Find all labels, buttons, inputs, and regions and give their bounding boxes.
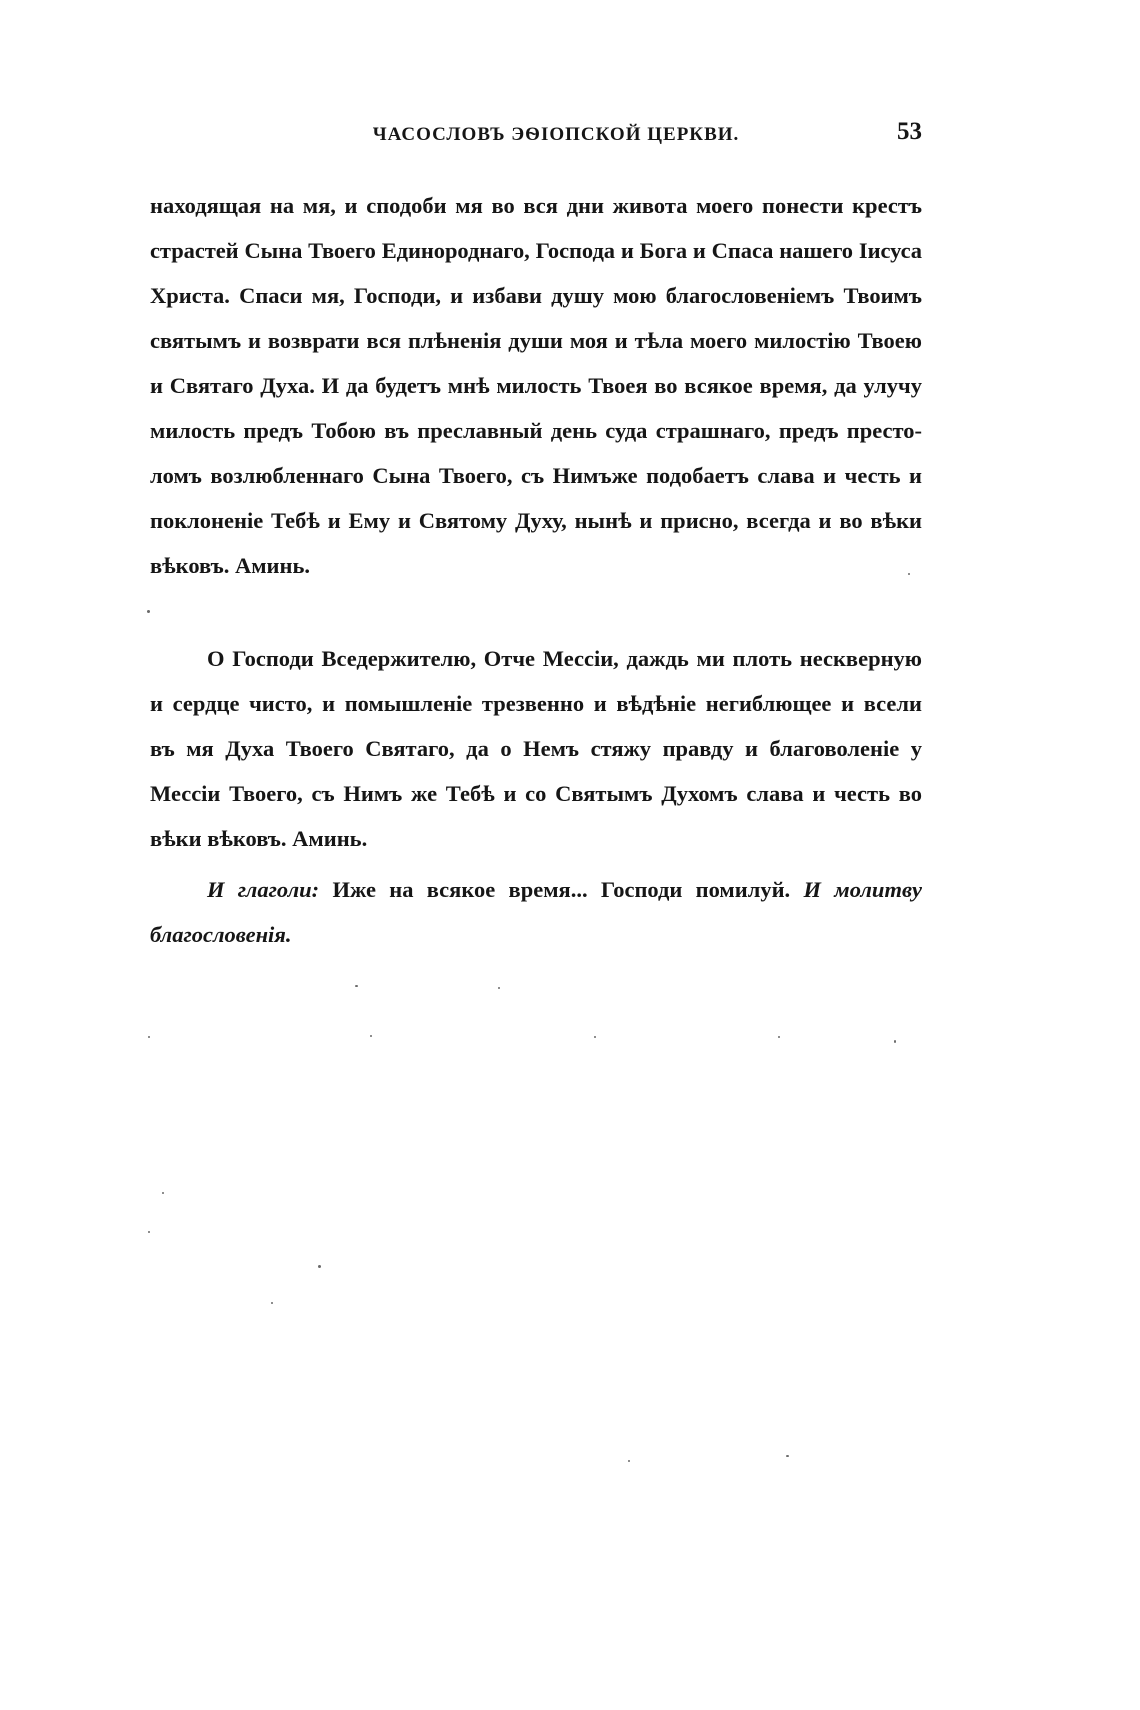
scan-speck xyxy=(148,1036,150,1038)
scan-speck xyxy=(498,987,500,989)
text-line: поклоненiе Тебѣ и Ему и Святому Духу, нынѣ и присно, всегда и во вѣки xyxy=(150,508,922,533)
scan-speck xyxy=(148,1231,150,1233)
scan-speck xyxy=(894,1040,896,1043)
text-line: и сердце чисто, и помышленiе трезвенно и вѣдѣнiе негиблющее и всели xyxy=(150,691,922,716)
rubric-text: И молитву xyxy=(803,877,922,902)
scan-speck xyxy=(786,1455,789,1457)
rubric-line: благословенiя. xyxy=(150,922,292,947)
scan-speck xyxy=(594,1036,596,1038)
scan-speck xyxy=(628,1460,630,1462)
rubric-text: И глаголи: xyxy=(207,877,320,902)
paragraph-rubric xyxy=(150,867,922,957)
rubric-body-text: Иже на всякое время... Господи помилуй. xyxy=(319,877,804,902)
scan-speck xyxy=(271,1302,273,1304)
text-line: Христа. Спаси мя, Господи, и избави душу мою благословенiемъ Твоимъ xyxy=(150,283,922,308)
text-line: милость предъ Тобою въ преславный день суда страшнаго, предъ престо- xyxy=(150,418,922,443)
scan-speck xyxy=(318,1265,321,1268)
text-line: находящая на мя, и сподоби мя во вся дни живота моего понести крестъ xyxy=(150,193,922,218)
scan-speck xyxy=(355,985,358,987)
text-line: святымъ и возврати вся плѣненiя души моя и тѣла моего милостiю Твоею xyxy=(150,328,922,353)
scan-speck xyxy=(147,610,150,613)
text-line: Мессiи Твоего, съ Нимъ же Тебѣ и со Святымъ Духомъ слава и честь во xyxy=(150,781,922,806)
text-line: ломъ возлюбленнаго Сына Твоего, съ Нимъже подобаетъ слава и честь и xyxy=(150,463,922,488)
scan-speck xyxy=(908,573,910,575)
running-head xyxy=(150,118,922,154)
text-line: О Господи Вседержителю, Отче Мессiи, даждь ми плоть нескверную xyxy=(207,646,922,671)
paragraph-prayer-almighty xyxy=(150,636,922,861)
page-number: 53 xyxy=(897,118,922,145)
scan-speck xyxy=(162,1192,164,1194)
text-line: страстей Сына Твоего Единороднаго, Господа и Бога и Спаса нашего Iисуса xyxy=(150,238,922,263)
scan-speck xyxy=(370,1035,372,1037)
text-line: въ мя Духа Твоего Святаго, да о Немъ стяжу правду и благоволенiе у xyxy=(150,736,922,761)
running-title: ЧАСОСЛОВЪ ЭѲIОПСКОЙ ЦЕРКВИ. xyxy=(372,124,740,145)
paragraph-prayer-continuation xyxy=(150,183,922,588)
scan-speck xyxy=(778,1036,780,1038)
text-line: вѣковъ. Аминь. xyxy=(150,553,310,578)
rubric-line xyxy=(150,867,922,912)
text-line: вѣки вѣковъ. Аминь. xyxy=(150,826,368,851)
text-line: и Святаго Духа. И да будетъ мнѣ милость Твоея во всякое время, да улучу xyxy=(150,373,922,398)
